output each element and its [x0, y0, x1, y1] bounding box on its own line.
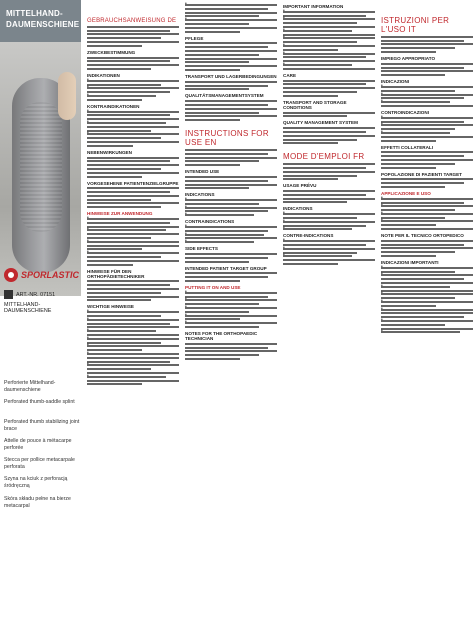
brand-name: SPORLASTIC	[21, 270, 80, 280]
section-text	[381, 267, 473, 334]
section-text	[283, 127, 375, 144]
thumb-image	[58, 72, 76, 120]
intro-text-de	[87, 26, 179, 47]
product-photo	[0, 42, 81, 296]
section-title: NOTE PER IL TECNICO ORTOPEDICO	[381, 233, 464, 239]
section-title: CONTRE-INDICATIONS	[283, 233, 334, 239]
section-text	[185, 199, 277, 216]
heading-fr: MODE D'EMPLOI FR	[283, 152, 365, 162]
section-text	[185, 176, 277, 189]
heading-de: GEBRAUCHSANWEISUNG DE	[87, 18, 177, 24]
heading-it: ISTRUZIONI PER L'USO IT	[381, 16, 450, 34]
section-text	[381, 198, 473, 230]
section-title: QUALITY MANAGEMENT SYSTEM	[283, 120, 358, 126]
section-text	[283, 213, 375, 230]
ref-symbol-icon	[4, 290, 13, 299]
cover-title-line-2: DAUMENSCHIENE	[6, 20, 80, 29]
cover-title-band	[0, 0, 81, 42]
section-title: TRANSPORT UND LAGERBEDINGUNGEN	[185, 73, 277, 79]
section-text	[185, 226, 277, 243]
section-text	[185, 81, 277, 91]
section-title: WICHTIGE HINWEISE	[87, 304, 134, 310]
section-title: POPOLAZIONE DI PAZIENTI TARGET	[381, 171, 462, 177]
section-title: EFFETTI COLLATERALI	[381, 144, 433, 150]
language-item: Szyna na kciuk z perforacją śródręczną	[4, 476, 68, 490]
section-text	[381, 240, 473, 257]
section-text	[283, 190, 375, 203]
section-text	[87, 187, 179, 208]
brand-row	[0, 260, 81, 290]
warning-title: PUTTING IT ON AND USE	[185, 285, 241, 291]
section-title: INDIKATIONEN	[87, 72, 120, 78]
section-title: INDICAZIONI	[381, 79, 410, 85]
language-item: Attelle de pouce à métacarpe perforée	[4, 437, 72, 451]
section-text	[185, 253, 277, 263]
section-title: INTENDED USE	[185, 169, 220, 175]
section-title: CARE	[283, 72, 297, 78]
language-item: Perforated thumb-saddle splint	[4, 399, 75, 406]
section-title: INDICATIONS	[283, 206, 313, 212]
section-text	[185, 100, 277, 121]
brace-knit-texture	[20, 102, 62, 232]
section-text	[87, 57, 179, 70]
section-text	[87, 280, 179, 301]
warning-title: APPLICAZIONE E USO	[381, 190, 431, 196]
section-text	[381, 178, 473, 188]
section-text	[381, 117, 473, 142]
german-english-column	[185, 0, 277, 630]
language-list	[4, 380, 80, 515]
section-text	[185, 4, 277, 33]
section-text	[283, 80, 375, 97]
intro-text-it	[381, 36, 473, 53]
section-text	[87, 218, 179, 266]
language-item: Perforierte Mittelhand-daumenschiene	[4, 380, 56, 393]
section-text	[185, 343, 277, 360]
section-title: INDICATIONS	[185, 192, 215, 198]
section-title: SIDE EFFECTS	[185, 246, 218, 252]
section-text	[283, 112, 375, 118]
section-title: INDICAZIONI IMPORTANTI	[381, 260, 439, 266]
article-number-row	[4, 290, 55, 299]
cover-column	[0, 0, 81, 630]
cover-title-line-1: MITTELHAND-	[6, 9, 63, 18]
section-title: IMPIEGO APPROPRIATO	[381, 55, 436, 61]
section-text	[87, 111, 179, 147]
article-number: ART.-NR. 07151	[16, 291, 56, 298]
section-text	[185, 292, 277, 328]
section-title: HINWEISE FÜR DEN ORTHOPÄDIETECHNIKER	[87, 268, 145, 279]
section-text	[185, 42, 277, 71]
french-italian-column	[381, 0, 473, 630]
intro-text-fr	[283, 163, 375, 180]
english-french-column	[283, 0, 375, 630]
warning-title: HINWEISE ZUR ANWENDUNG	[87, 211, 153, 217]
language-item: Perforated thumb stabilizing joint brace	[4, 418, 80, 432]
section-text	[381, 63, 473, 76]
language-item: Stecca per pollice metacarpale perforata	[4, 457, 75, 471]
section-title: PFLEGE	[185, 35, 204, 41]
section-title: ZWECKBESTIMMUNG	[87, 49, 136, 55]
section-title: QUALITÄTSMANAGEMENTSYSTEM	[185, 93, 264, 99]
section-text	[283, 240, 375, 265]
intro-text-en	[185, 149, 277, 166]
product-name: MITTELHAND-DAUMENSCHIENE	[4, 302, 52, 314]
section-title: TRANSPORT AND STORAGE CONDITIONS	[283, 99, 347, 110]
language-item: Skóra składu pełne na bierze metacarpal	[4, 495, 71, 509]
section-text	[283, 11, 375, 70]
section-title: NEBENWIRKUNGEN	[87, 149, 132, 155]
section-title: USAGE PRÉVU	[283, 183, 317, 189]
heading-en: INSTRUCTIONS FOR USE EN	[185, 129, 269, 148]
section-text	[87, 80, 179, 101]
section-title: KONTRAINDIKATIONEN	[87, 103, 140, 109]
section-title: CONTROINDICAZIONI	[381, 109, 429, 115]
section-text	[87, 157, 179, 178]
section-title: NOTES FOR THE ORTHOPAEDIC TECHNICIAN	[185, 331, 258, 342]
section-title: IMPORTANT INFORMATION	[283, 4, 344, 9]
section-text	[185, 272, 277, 282]
section-title: CONTRAINDICATIONS	[185, 219, 235, 225]
section-title: VORGESEHENE PATIENTENZIELGRUPPE	[87, 180, 179, 186]
section-text	[381, 86, 473, 107]
german-column	[87, 0, 179, 630]
section-text	[87, 311, 179, 385]
section-title: INTENDED PATIENT TARGET GROUP	[185, 265, 267, 271]
sporlastic-logo-icon	[4, 268, 18, 282]
section-text	[381, 151, 473, 168]
